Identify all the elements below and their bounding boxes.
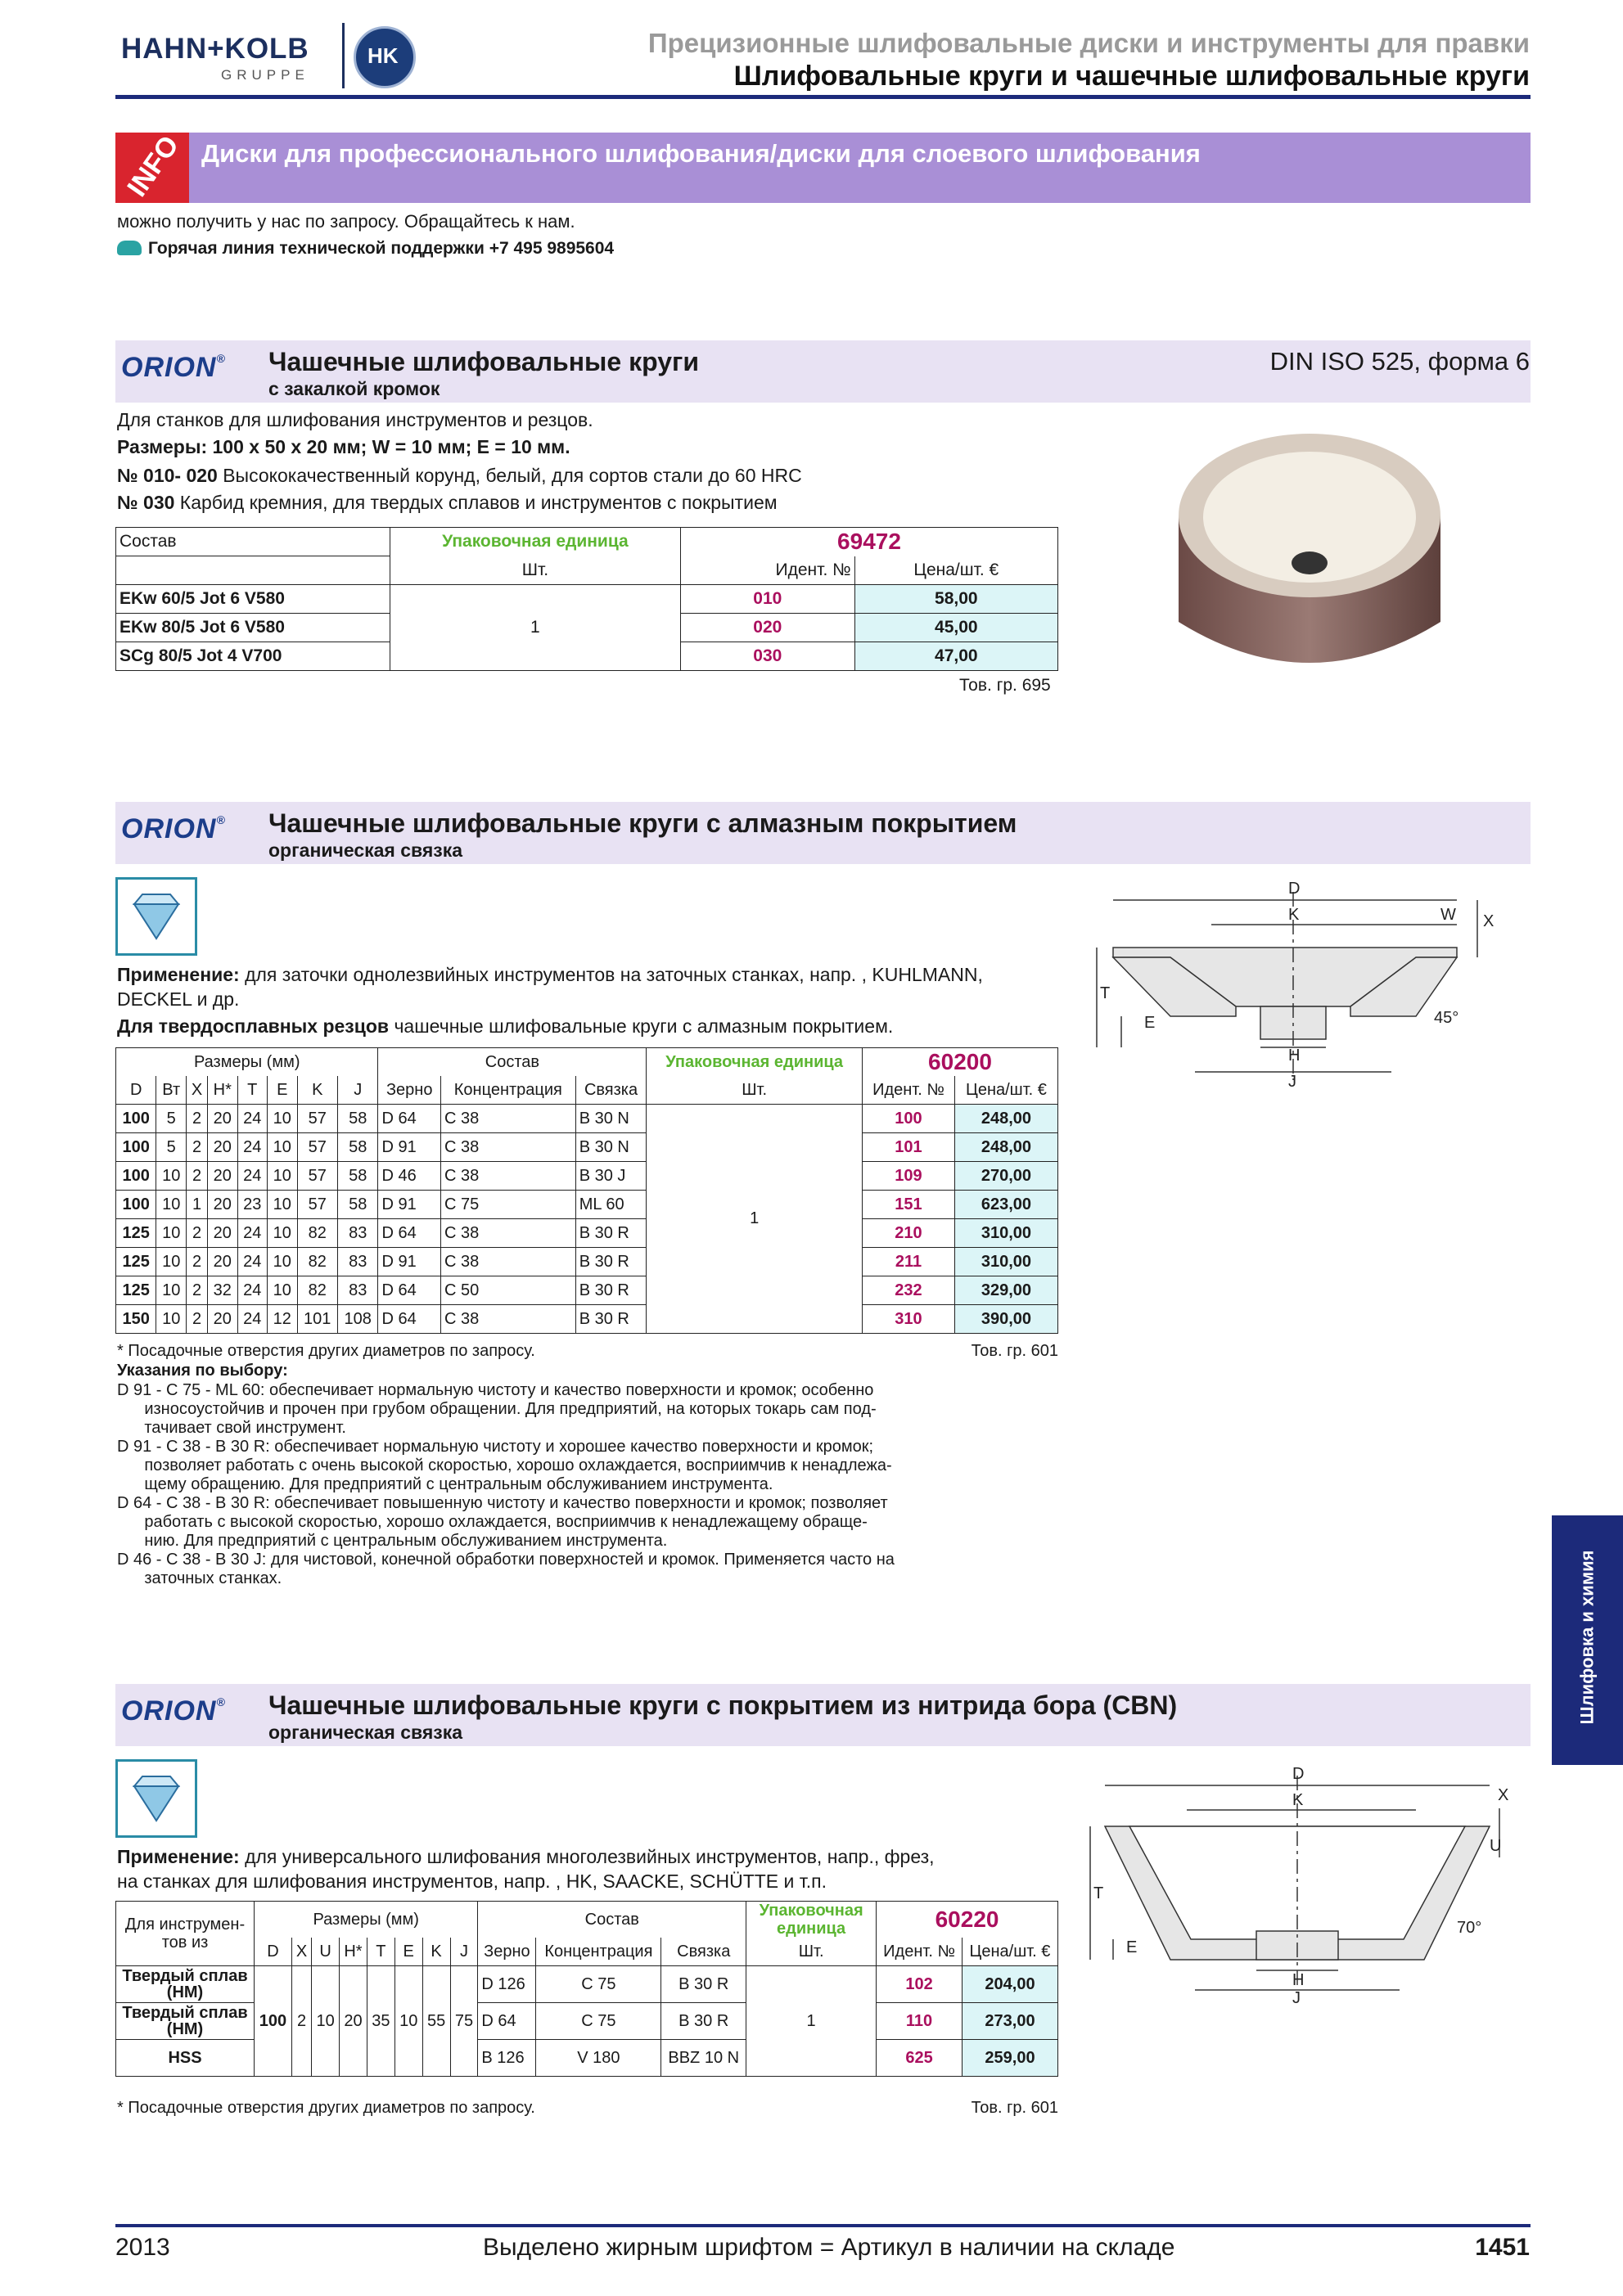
orion-logo-text: ORION — [121, 352, 217, 383]
s1-price: 47,00 — [854, 642, 1057, 671]
s2-T: 24 — [237, 1305, 267, 1334]
section2-hints-title: Указания по выбору: — [117, 1362, 288, 1380]
dim-T: T — [1093, 1884, 1104, 1902]
s2-X: 2 — [186, 1219, 207, 1248]
dim-H: H — [1288, 1047, 1301, 1065]
s1-comp: EKw 60/5 Jot 6 V580 — [116, 585, 390, 614]
s2-X: 2 — [186, 1248, 207, 1276]
s2-price: 248,00 — [954, 1105, 1057, 1133]
section3-app — [117, 1846, 935, 1868]
logo-mark-text: HK — [367, 43, 399, 68]
s2-D: 125 — [116, 1276, 156, 1305]
section1-line4-label: № 030 — [117, 492, 175, 513]
s3-grain: B 126 — [478, 2040, 536, 2077]
s2-id: 101 — [862, 1133, 954, 1162]
s2-J: 58 — [337, 1105, 377, 1133]
header-title-line1: Прецизионные шлифовальные диски и инструменты для правки — [647, 28, 1530, 58]
column-header: X — [291, 1938, 311, 1966]
s3-dim-K: 55 — [422, 1966, 450, 2077]
s3-dim-D: 100 — [255, 1966, 292, 2077]
column-header: Идент. № — [877, 1938, 963, 1966]
info-badge — [115, 130, 189, 203]
footer-note: Выделено жирным шрифтом = Артикул в наличии на складе — [483, 2234, 1175, 2261]
s3-h-pack: Упаковочная единица — [746, 1902, 877, 1938]
column-header: K — [422, 1938, 450, 1966]
section3-table — [115, 1901, 1058, 2077]
table-row — [116, 1276, 1058, 1305]
logo-subtext: GRUPPE — [221, 67, 309, 83]
s2-conc: C 38 — [440, 1105, 575, 1133]
s2-price: 623,00 — [954, 1191, 1057, 1219]
diamond-icon — [115, 877, 197, 956]
s3-dim-H: 20 — [340, 1966, 367, 2077]
page-number: 1451 — [1475, 2234, 1530, 2261]
s2-T: 24 — [237, 1276, 267, 1305]
table-row — [116, 1191, 1058, 1219]
s2-J: 83 — [337, 1248, 377, 1276]
section1-title: Чашечные шлифовальные круги — [268, 347, 699, 376]
s3-material: Твердый сплав (HM) — [116, 1966, 255, 2003]
hint-line: позволяет работать с очень высокой скоростью, хорошо охлаждается, восприимчив к ненадлежа- — [117, 1456, 892, 1474]
orion-logo — [121, 352, 226, 384]
s1-h-qty: Шт. — [390, 556, 680, 585]
section1-subtitle: с закалкой кромок — [268, 378, 440, 399]
s3-id: 102 — [877, 1966, 963, 2003]
side-tab[interactable] — [1552, 1515, 1623, 1765]
column-header: Цена/шт. € — [962, 1938, 1057, 1966]
hint-line: щему обращению. Для предприятий с центральным обслуживанием инструмента. — [117, 1475, 773, 1493]
s2-price: 390,00 — [954, 1305, 1057, 1334]
section1-standard: DIN ISO 525, форма 6 — [1269, 347, 1530, 376]
section2-footnote-row — [117, 1342, 1058, 1361]
info-title: Диски для профессионального шлифования/диски для слоевого шлифования — [201, 139, 1201, 168]
s2-E: 10 — [268, 1276, 297, 1305]
phone-icon — [117, 241, 142, 255]
dim-H: H — [1292, 1971, 1305, 1989]
dim-angle: 45° — [1434, 1009, 1459, 1027]
header-rule — [115, 95, 1531, 99]
column-header: Концентрация — [440, 1076, 575, 1105]
s2-J: 58 — [337, 1133, 377, 1162]
dim-J: J — [1288, 1073, 1296, 1091]
logo-text: HAHN+KOLB — [121, 33, 309, 65]
s3-price: 259,00 — [962, 2040, 1057, 2077]
s2-grain: D 91 — [378, 1133, 440, 1162]
s2-D: 100 — [116, 1105, 156, 1133]
table-row — [116, 1162, 1058, 1191]
table-row — [116, 1133, 1058, 1162]
s1-h-pack: Упаковочная единица — [390, 528, 680, 556]
s2-K: 57 — [297, 1105, 337, 1133]
s2-H: 20 — [208, 1191, 237, 1219]
section2-hard-text: чашечные шлифовальные круги с алмазным покрытием. — [394, 1015, 894, 1037]
column-header: H* — [340, 1938, 367, 1966]
s2-grain: D 64 — [378, 1305, 440, 1334]
s2-Bt: 5 — [156, 1133, 186, 1162]
table-row — [116, 1966, 1058, 2003]
table-row — [116, 1219, 1058, 1248]
column-header: Связка — [661, 1938, 746, 1966]
dim-W: W — [1440, 906, 1456, 924]
orion-logo-mark: ® — [216, 1695, 226, 1708]
s2-H: 20 — [208, 1105, 237, 1133]
s2-conc: C 38 — [440, 1305, 575, 1334]
s2-grain: D 64 — [378, 1276, 440, 1305]
s2-K: 57 — [297, 1133, 337, 1162]
column-header: K — [297, 1076, 337, 1105]
s3-h-comp: Состав — [478, 1902, 746, 1938]
dim-D: D — [1288, 880, 1301, 898]
s1-price: 45,00 — [854, 614, 1057, 642]
s2-D: 100 — [116, 1162, 156, 1191]
s1-comp: SCg 80/5 Jot 4 V700 — [116, 642, 390, 671]
section3-app2: на станках для шлифования инструментов, напр. , HK, SAACKE, SCHÜTTE и т.п. — [117, 1871, 827, 1892]
dim-E: E — [1144, 1014, 1156, 1032]
s2-D: 100 — [116, 1133, 156, 1162]
s1-comp: EKw 80/5 Jot 6 V580 — [116, 614, 390, 642]
column-header: H* — [208, 1076, 237, 1105]
s2-h-comp: Состав — [378, 1048, 647, 1077]
s2-E: 10 — [268, 1219, 297, 1248]
s2-id: 151 — [862, 1191, 954, 1219]
section2-title: Чашечные шлифовальные круги с алмазным покрытием — [268, 808, 1017, 838]
s2-X: 2 — [186, 1105, 207, 1133]
s2-grain: D 46 — [378, 1162, 440, 1191]
section1-table — [115, 527, 1058, 671]
s2-Bt: 10 — [156, 1162, 186, 1191]
s3-conc: C 75 — [536, 1966, 661, 2003]
s2-K: 57 — [297, 1162, 337, 1191]
section1-group: Тов. гр. 695 — [959, 676, 1051, 695]
s1-price: 58,00 — [854, 585, 1057, 614]
s2-J: 58 — [337, 1162, 377, 1191]
s2-K: 82 — [297, 1276, 337, 1305]
s2-K: 82 — [297, 1248, 337, 1276]
s2-bond: B 30 R — [575, 1219, 647, 1248]
s2-Bt: 10 — [156, 1305, 186, 1334]
s2-J: 83 — [337, 1276, 377, 1305]
orion-logo-text: ORION — [121, 813, 217, 844]
section1-line3 — [117, 465, 802, 487]
s2-id: 210 — [862, 1219, 954, 1248]
s2-X: 2 — [186, 1162, 207, 1191]
s2-E: 12 — [268, 1305, 297, 1334]
orion-logo-mark: ® — [216, 352, 226, 365]
s2-T: 24 — [237, 1162, 267, 1191]
s2-bond: B 30 R — [575, 1276, 647, 1305]
s3-bond: B 30 R — [661, 2003, 746, 2040]
side-tab-label: Шлифовка и химия — [1576, 1550, 1598, 1725]
section1-line4 — [117, 492, 778, 514]
info-note: можно получить у нас по запросу. Обращайтесь к нам. — [117, 211, 575, 232]
section2-app-text: для заточки однолезвийных инструментов на заточных станках, напр. , KUHLMANN, — [245, 964, 983, 985]
dim-J: J — [1292, 1989, 1301, 2005]
s2-conc: C 38 — [440, 1219, 575, 1248]
section2-group: Тов. гр. 601 — [971, 1342, 1058, 1360]
s2-X: 1 — [186, 1191, 207, 1219]
section1-line1: Для станков для шлифования инструментов и резцов. — [117, 409, 593, 430]
s2-grain: D 64 — [378, 1219, 440, 1248]
s2-Bt: 10 — [156, 1276, 186, 1305]
s2-E: 10 — [268, 1133, 297, 1162]
s3-bond: BBZ 10 N — [661, 2040, 746, 2077]
s2-grain: D 64 — [378, 1105, 440, 1133]
s1-h-id: Идент. № — [680, 556, 854, 585]
s3-dim-E: 10 — [394, 1966, 422, 2077]
column-header: J — [450, 1938, 478, 1966]
section2-app-label: Применение: — [117, 964, 240, 985]
s1-id: 010 — [680, 585, 854, 614]
column-header: Шт. — [647, 1076, 863, 1105]
s2-conc: C 75 — [440, 1191, 575, 1219]
column-header: Концентрация — [536, 1938, 661, 1966]
section2-dimension-diagram — [1080, 876, 1539, 1105]
column-header: D — [116, 1076, 156, 1105]
section1-line3-label: № 010- 020 — [117, 465, 218, 486]
s3-price: 273,00 — [962, 2003, 1057, 2040]
section3-subtitle: органическая связка — [268, 1722, 463, 1743]
column-header: D — [255, 1938, 292, 1966]
section2-hard — [117, 1015, 893, 1038]
s2-h-pack: Упаковочная единица — [647, 1048, 863, 1077]
logo-divider — [342, 23, 345, 88]
s3-id: 625 — [877, 2040, 963, 2077]
column-header: Связка — [575, 1076, 647, 1105]
hotline — [117, 239, 614, 259]
column-header: Шт. — [746, 1938, 877, 1966]
s2-H: 20 — [208, 1219, 237, 1248]
s3-id: 110 — [877, 2003, 963, 2040]
dim-D: D — [1292, 1765, 1305, 1783]
s2-E: 10 — [268, 1162, 297, 1191]
s3-h-for: Для инструмен-тов из — [116, 1902, 255, 1966]
s3-grain: D 64 — [478, 2003, 536, 2040]
s2-h-dims: Размеры (мм) — [116, 1048, 378, 1077]
table-row — [116, 1105, 1058, 1133]
header-title-line2: Шлифовальные круги и чашечные шлифовальные круги — [733, 61, 1530, 92]
s3-material: Твердый сплав (HM) — [116, 2003, 255, 2040]
s2-price: 248,00 — [954, 1133, 1057, 1162]
s2-E: 10 — [268, 1105, 297, 1133]
section3-title: Чашечные шлифовальные круги с покрытием из нитрида бора (CBN) — [268, 1690, 1178, 1720]
dim-U: U — [1490, 1837, 1502, 1855]
s2-T: 24 — [237, 1248, 267, 1276]
s2-bond: B 30 R — [575, 1248, 647, 1276]
section3-app-text: для универсального шлифования многолезвийных инструментов, напр., фрез, — [245, 1846, 935, 1867]
column-header: T — [237, 1076, 267, 1105]
hint-line: заточных станках. — [117, 1569, 282, 1587]
s2-bond: B 30 J — [575, 1162, 647, 1191]
dim-K: K — [1292, 1791, 1304, 1809]
s3-price: 204,00 — [962, 1966, 1057, 2003]
s2-id: 100 — [862, 1105, 954, 1133]
hint-line: D 64 - C 38 - B 30 R: обеспечивает повышенную чистоту и качество поверхности и кромок; позволяет — [117, 1494, 888, 1512]
hint-line: D 91 - C 38 - B 30 R: обеспечивает нормальную чистоту и хорошее качество поверхности и кромок; — [117, 1438, 874, 1456]
s3-h-dims: Размеры (мм) — [255, 1902, 478, 1938]
s3-dim-X: 2 — [291, 1966, 311, 2077]
section3-dimension-diagram — [1080, 1759, 1539, 2005]
s2-E: 10 — [268, 1191, 297, 1219]
section1-line3-text: Высококачественный корунд, белый, для сортов стали до 60 HRC — [223, 465, 802, 486]
s3-conc: V 180 — [536, 2040, 661, 2077]
hint-line: тачивает свой инструмент. — [117, 1419, 346, 1437]
dim-T: T — [1100, 984, 1111, 1002]
s3-article: 60220 — [877, 1902, 1058, 1938]
s2-id: 109 — [862, 1162, 954, 1191]
s2-E: 10 — [268, 1248, 297, 1276]
logo-mark-icon — [354, 26, 416, 88]
s2-K: 101 — [297, 1305, 337, 1334]
orion-logo-mark: ® — [216, 813, 226, 826]
s2-conc: C 50 — [440, 1276, 575, 1305]
s2-X: 2 — [186, 1133, 207, 1162]
s2-X: 2 — [186, 1276, 207, 1305]
s2-id: 310 — [862, 1305, 954, 1334]
s2-D: 125 — [116, 1219, 156, 1248]
section2-subtitle: органическая связка — [268, 840, 463, 861]
s2-article: 60200 — [862, 1048, 1057, 1077]
s2-Bt: 10 — [156, 1248, 186, 1276]
table-row — [116, 1305, 1058, 1334]
column-header: Цена/шт. € — [954, 1076, 1057, 1105]
section2-app2: DECKEL и др. — [117, 988, 240, 1010]
s2-K: 82 — [297, 1219, 337, 1248]
s2-H: 20 — [208, 1248, 237, 1276]
s2-K: 57 — [297, 1191, 337, 1219]
s2-T: 23 — [237, 1191, 267, 1219]
s2-Bt: 10 — [156, 1219, 186, 1248]
hint-line: D 46 - C 38 - B 30 J: для чистовой, конечной обработки поверхностей и кромок. Применяется часто на — [117, 1551, 895, 1569]
table-row — [116, 585, 1058, 614]
s2-H: 32 — [208, 1276, 237, 1305]
dim-E: E — [1126, 1938, 1138, 1956]
dim-X: X — [1483, 912, 1495, 930]
cup-wheel-photo — [1162, 425, 1457, 696]
s2-price: 329,00 — [954, 1276, 1057, 1305]
s2-Bt: 10 — [156, 1191, 186, 1219]
section2-hints — [117, 1381, 935, 1588]
s3-qty: 1 — [746, 1966, 877, 2077]
hint-line: работать с высокой скоростью, хорошо охлаждается, восприимчив к ненадлежащему обраще- — [117, 1513, 868, 1531]
s2-conc: C 38 — [440, 1248, 575, 1276]
s2-D: 100 — [116, 1191, 156, 1219]
info-badge-text: INFO — [121, 130, 186, 203]
s2-conc: C 38 — [440, 1162, 575, 1191]
orion-logo-text: ORION — [121, 1695, 217, 1727]
table-row — [116, 1248, 1058, 1276]
s2-bond: B 30 R — [575, 1305, 647, 1334]
s2-grain: D 91 — [378, 1191, 440, 1219]
s2-id: 211 — [862, 1248, 954, 1276]
s1-qty: 1 — [390, 585, 680, 671]
s3-material: HSS — [116, 2040, 255, 2077]
s1-article: 69472 — [680, 528, 1057, 556]
s2-X: 2 — [186, 1305, 207, 1334]
column-header: T — [367, 1938, 394, 1966]
s2-Bt: 5 — [156, 1105, 186, 1133]
column-header: J — [337, 1076, 377, 1105]
s1-id: 020 — [680, 614, 854, 642]
hint-line: D 91 - C 75 - ML 60: обеспечивает нормальную чистоту и качество поверхности и кромок; особенно — [117, 1381, 874, 1399]
dim-angle: 70° — [1457, 1919, 1482, 1937]
hotline-text: Горячая линия технической поддержки +7 495 9895604 — [148, 239, 615, 258]
section2-footnote: * Посадочные отверстия других диаметров по запросу. — [117, 1342, 535, 1360]
column-header: Вт — [156, 1076, 186, 1105]
footer-rule — [115, 2224, 1531, 2227]
section3-footnote: * Посадочные отверстия других диаметров по запросу. — [117, 2099, 535, 2117]
orion-logo — [121, 1695, 226, 1727]
orion-logo — [121, 813, 226, 845]
s1-id: 030 — [680, 642, 854, 671]
section2-hard-label: Для твердосплавных резцов — [117, 1015, 390, 1037]
s2-H: 20 — [208, 1162, 237, 1191]
s2-H: 20 — [208, 1305, 237, 1334]
column-header: Идент. № — [862, 1076, 954, 1105]
s2-id: 232 — [862, 1276, 954, 1305]
s1-h-comp: Состав — [116, 528, 390, 556]
s2-price: 270,00 — [954, 1162, 1057, 1191]
diamond-icon — [115, 1759, 197, 1838]
section3-app-label: Применение: — [117, 1846, 240, 1867]
section3-footnote-row — [117, 2099, 1058, 2118]
s2-bond: ML 60 — [575, 1191, 647, 1219]
footer-year: 2013 — [115, 2234, 170, 2261]
column-header: Зерно — [378, 1076, 440, 1105]
s2-bond: B 30 N — [575, 1133, 647, 1162]
s2-T: 24 — [237, 1133, 267, 1162]
column-header: E — [394, 1938, 422, 1966]
s2-bond: B 30 N — [575, 1105, 647, 1133]
s2-qty: 1 — [647, 1105, 863, 1334]
column-header: E — [268, 1076, 297, 1105]
s3-dim-T: 35 — [367, 1966, 394, 2077]
s2-grain: D 91 — [378, 1248, 440, 1276]
column-header: X — [186, 1076, 207, 1105]
s2-T: 24 — [237, 1219, 267, 1248]
column-header: U — [312, 1938, 340, 1966]
s3-dim-U: 10 — [312, 1966, 340, 2077]
s3-grain: D 126 — [478, 1966, 536, 2003]
s2-D: 125 — [116, 1248, 156, 1276]
s1-h-price: Цена/шт. € — [854, 556, 1057, 585]
s2-J: 83 — [337, 1219, 377, 1248]
section2-table — [115, 1047, 1058, 1334]
s2-J: 58 — [337, 1191, 377, 1219]
dim-K: K — [1288, 906, 1300, 924]
section2-app — [117, 964, 983, 986]
section1-line2: Размеры: 100 x 50 x 20 мм; W = 10 мм; E = 10 мм. — [117, 436, 570, 457]
s2-conc: C 38 — [440, 1133, 575, 1162]
s2-H: 20 — [208, 1133, 237, 1162]
s3-bond: B 30 R — [661, 1966, 746, 2003]
section3-group: Тов. гр. 601 — [971, 2099, 1058, 2117]
s2-D: 150 — [116, 1305, 156, 1334]
s3-conc: C 75 — [536, 2003, 661, 2040]
column-header: Зерно — [478, 1938, 536, 1966]
s2-T: 24 — [237, 1105, 267, 1133]
hint-line: износоустойчив и прочен при грубом обращении. Для предприятий, на которых токарь сам под- — [117, 1400, 877, 1418]
hint-line: нию. Для предприятий с центральным обслуживанием инструмента. — [117, 1532, 668, 1550]
section1-line4-text: Карбид кремния, для твердых сплавов и инструментов с покрытием — [179, 492, 778, 513]
s3-dim-J: 75 — [450, 1966, 478, 2077]
s2-price: 310,00 — [954, 1219, 1057, 1248]
s2-price: 310,00 — [954, 1248, 1057, 1276]
dim-X: X — [1498, 1786, 1509, 1804]
s2-J: 108 — [337, 1305, 377, 1334]
